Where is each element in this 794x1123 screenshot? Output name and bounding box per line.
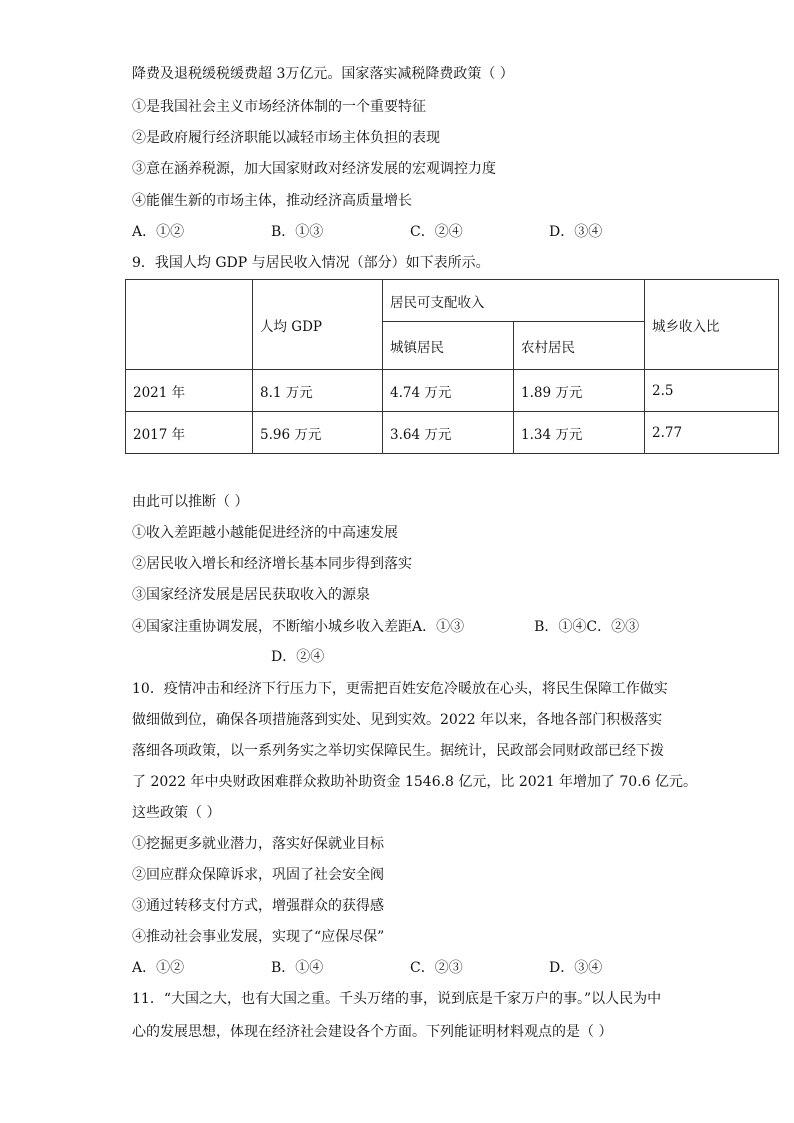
q9-item-4: ④国家注重协调发展，不断缩小城乡收入差距 [132, 619, 412, 635]
q10-option-d: D．③④ [549, 960, 603, 976]
q10-item-2: ②回应群众保障诉求，巩固了社会安全阀 [132, 867, 384, 883]
cell-year: 2021 年 [126, 370, 253, 412]
q8-option-a: A．①② [132, 224, 185, 240]
q9-prompt: 由此可以推断（ ） [132, 494, 249, 510]
q11-stem-line-1: 11．“大国之大，也有大国之重。千头万绪的事，说到底是千家万户的事。”以人民为中 [132, 991, 662, 1007]
q8-option-b: B．①③ [271, 224, 324, 240]
cell-ratio: 2.77 [645, 412, 779, 454]
q10-item-4: ④推动社会事业发展，实现了“应保尽保” [132, 929, 385, 945]
q9-option-c: C．②③ [586, 619, 640, 635]
q9-option-d: D．②④ [271, 649, 325, 665]
q10-stem-line-4: 了 2022 年中央财政困难群众救助补助资金 1546.8 亿元，比 2021 年增加了 70.6 亿元。 [132, 774, 698, 790]
q10-option-c: C．②③ [410, 960, 463, 976]
q10-stem-line-2: 做细做到位，确保各项措施落到实处、见到实效。2022 年以来，各地各部门积极落实 [132, 712, 663, 728]
cell-ratio: 2.5 [645, 370, 779, 412]
q8-option-c: C．②④ [410, 224, 463, 240]
header-rural: 农村居民 [514, 322, 645, 370]
q10-options [132, 958, 602, 978]
q10-item-3: ③通过转移支付方式，增强群众的获得感 [132, 898, 384, 914]
income-table [125, 279, 779, 454]
cell-gdp: 8.1 万元 [253, 370, 383, 412]
header-disposable-income: 居民可支配收入 [383, 280, 645, 322]
q8-option-d: D．③④ [549, 224, 603, 240]
header-urban-rural-ratio: 城乡收入比 [645, 280, 779, 370]
q9-item-2: ②居民收入增长和经济增长基本同步得到落实 [132, 556, 412, 572]
q9-stem: 9．我国人均 GDP 与居民收入情况（部分）如下表所示。 [132, 255, 490, 271]
q10-prompt: 这些政策（ ） [132, 805, 221, 821]
table-row [126, 412, 779, 454]
q10-stem-line-3: 落细各项政策，以一系列务实之举切实保障民生。据统计，民政部会同财政部已经下拨 [132, 743, 664, 759]
q8-item-2: ②是政府履行经济职能以减轻市场主体负担的表现 [132, 130, 440, 146]
q10-option-b: B．①④ [271, 960, 324, 976]
cell-urban: 4.74 万元 [383, 370, 514, 412]
table-corner-cell [126, 280, 253, 370]
q10-item-1: ①挖掘更多就业潜力，落实好保就业目标 [132, 836, 384, 852]
cell-year: 2017 年 [126, 412, 253, 454]
q8-stem-tail: 降费及退税缓税缓费超 3万亿元。国家落实减税降费政策（ ） [132, 66, 514, 82]
cell-urban: 3.64 万元 [383, 412, 514, 454]
cell-rural: 1.89 万元 [514, 370, 645, 412]
q8-options [132, 222, 602, 242]
q9-item-3: ③国家经济发展是居民获取收入的源泉 [132, 587, 370, 603]
q9-item-4-with-options [132, 617, 639, 637]
header-gdp: 人均 GDP [253, 280, 383, 370]
header-urban: 城镇居民 [383, 322, 514, 370]
q10-option-a: A．①② [132, 960, 185, 976]
q9-option-a: A．①③ [412, 619, 465, 635]
q9-item-1: ①收入差距越小越能促进经济的中高速发展 [132, 525, 398, 541]
q9-option-b: B．①④ [534, 619, 587, 635]
q8-item-1: ①是我国社会主义市场经济体制的一个重要特征 [132, 99, 426, 115]
cell-rural: 1.34 万元 [514, 412, 645, 454]
q10-stem-line-1: 10．疫情冲击和经济下行压力下，更需把百姓安危冷暖放在心头，将民生保障工作做实 [132, 681, 668, 697]
q8-item-3: ③意在涵养税源，加大国家财政对经济发展的宏观调控力度 [132, 161, 496, 177]
q8-item-4: ④能催生新的市场主体，推动经济高质量增长 [132, 193, 412, 209]
cell-gdp: 5.96 万元 [253, 412, 383, 454]
q11-stem-line-2: 心的发展思想，体现在经济社会建设各个方面。下列能证明材料观点的是（ ） [132, 1024, 613, 1040]
table-row [126, 370, 779, 412]
